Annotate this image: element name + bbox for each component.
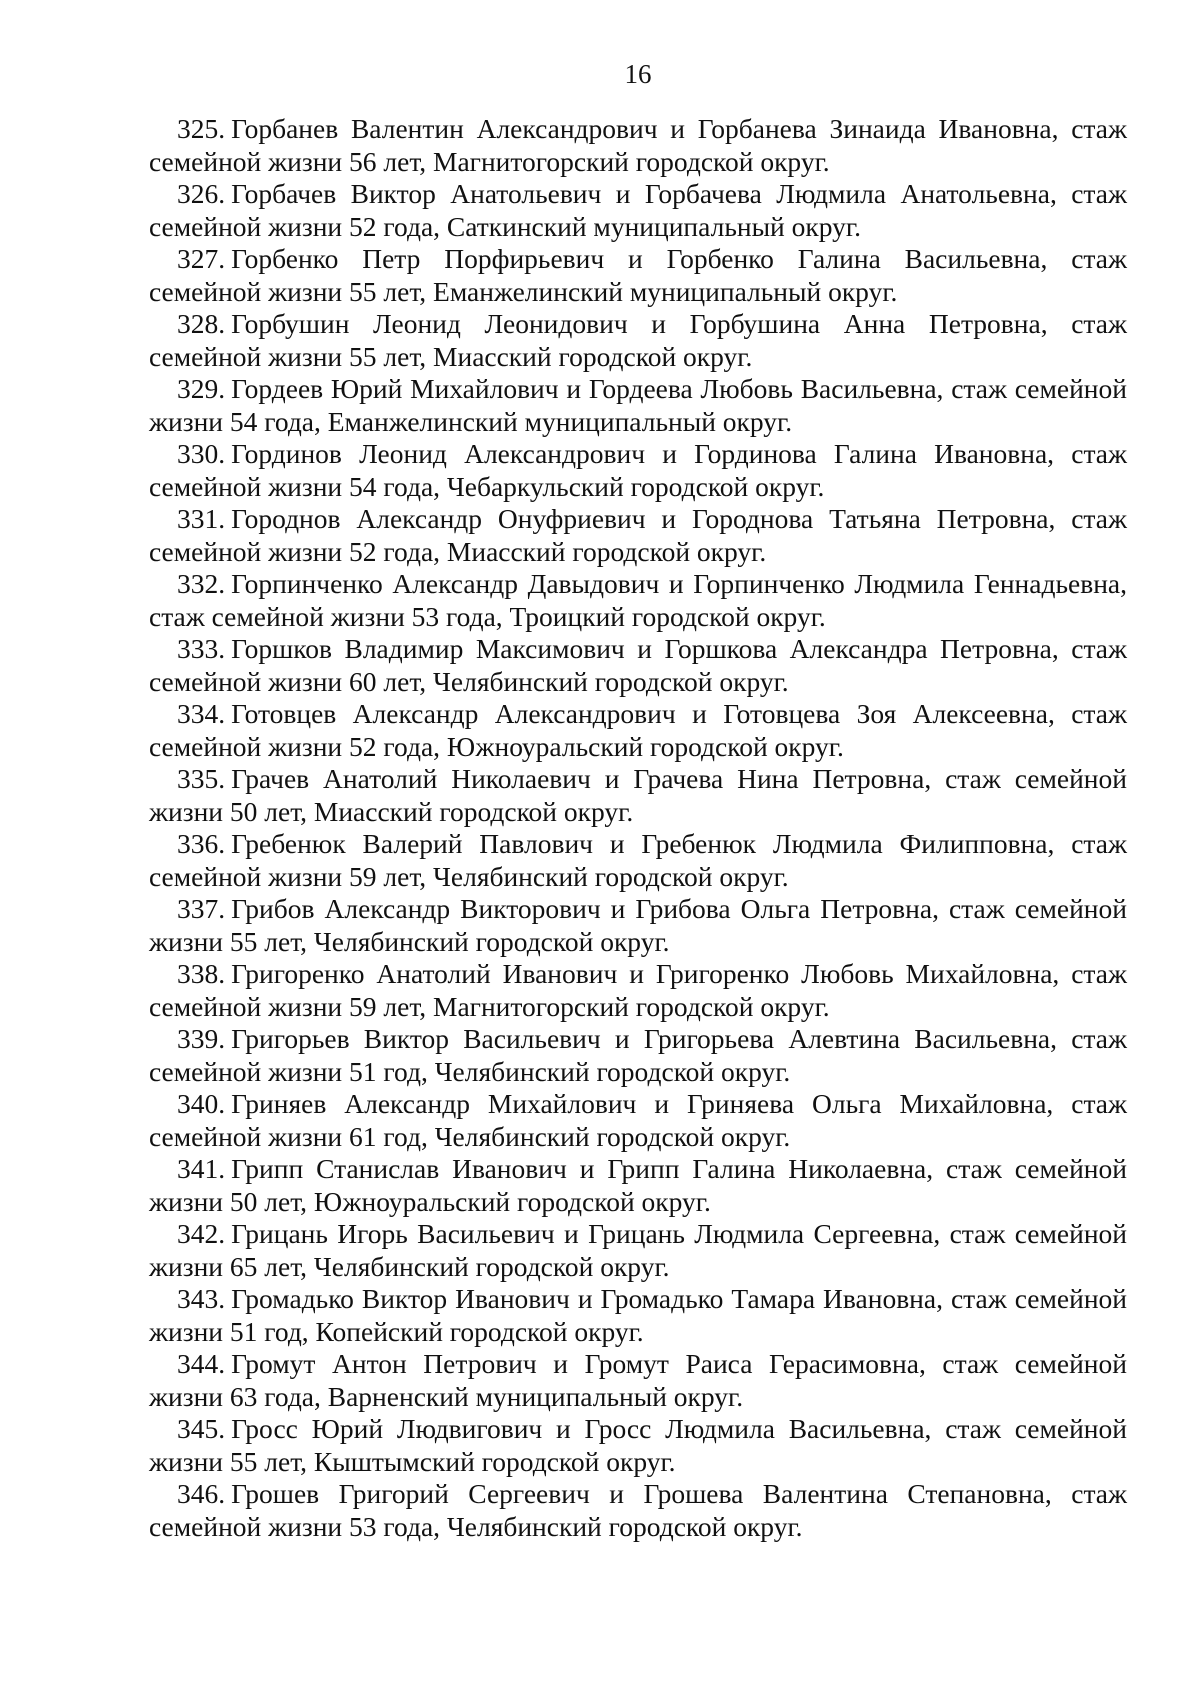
- entry-number: 329.: [177, 373, 226, 404]
- entry-text: Грибов Александр Викторович и Грибова Ольга Петровна, стаж семейной жизни 55 лет, Челябинский городской округ.: [149, 893, 1127, 957]
- entry-number: 325.: [177, 113, 226, 144]
- entry-text: Громадько Виктор Иванович и Громадько Тамара Ивановна, стаж семейной жизни 51 год, Копейский городской округ.: [149, 1283, 1127, 1347]
- list-item: [149, 308, 1127, 373]
- entry-text: Гребенюк Валерий Павлович и Гребенюк Людмила Филипповна, стаж семейной жизни 59 лет, Челябинский городской округ.: [149, 828, 1127, 892]
- entry-text: Григоренко Анатолий Иванович и Григоренко Любовь Михайловна, стаж семейной жизни 59 лет, Магнитогорский городской округ.: [149, 958, 1127, 1022]
- list-item: [149, 1218, 1127, 1283]
- list-item: [149, 893, 1127, 958]
- entry-text: Горбушин Леонид Леонидович и Горбушина Анна Петровна, стаж семейной жизни 55 лет, Миасский городской округ.: [149, 308, 1127, 372]
- entry-text: Городнов Александр Онуфриевич и Городнова Татьяна Петровна, стаж семейной жизни 52 года, Миасский городской округ.: [149, 503, 1127, 567]
- entry-text: Гордеев Юрий Михайлович и Гордеева Любовь Васильевна, стаж семейной жизни 54 года, Еманжелинский муниципальный округ.: [149, 373, 1127, 437]
- entry-number: 344.: [177, 1348, 226, 1379]
- entry-number: 330.: [177, 438, 226, 469]
- entry-text: Гординов Леонид Александрович и Гординова Галина Ивановна, стаж семейной жизни 54 года, Чебаркульский городской округ.: [149, 438, 1127, 502]
- list-item: [149, 178, 1127, 243]
- entry-number: 343.: [177, 1283, 226, 1314]
- list-item: [149, 1153, 1127, 1218]
- list-item: [149, 1348, 1127, 1413]
- entry-text: Горшков Владимир Максимович и Горшкова Александра Петровна, стаж семейной жизни 60 лет, Челябинский городской округ.: [149, 633, 1127, 697]
- entry-text: Громут Антон Петрович и Громут Раиса Герасимовна, стаж семейной жизни 63 года, Варненский муниципальный округ.: [149, 1348, 1127, 1412]
- entry-text: Горбачев Виктор Анатольевич и Горбачева Людмила Анатольевна, стаж семейной жизни 52 года, Саткинский муниципальный округ.: [149, 178, 1127, 242]
- list-item: [149, 1413, 1127, 1478]
- entry-number: 326.: [177, 178, 226, 209]
- entry-number: 334.: [177, 698, 226, 729]
- entry-text: Горпинченко Александр Давыдович и Горпинченко Людмила Геннадьевна, стаж семейной жизни 53 года, Троицкий городской округ.: [149, 568, 1127, 632]
- list-item: [149, 243, 1127, 308]
- entry-text: Гросс Юрий Людвигович и Гросс Людмила Васильевна, стаж семейной жизни 55 лет, Кыштымский городской округ.: [149, 1413, 1127, 1477]
- entry-number: 345.: [177, 1413, 226, 1444]
- entry-number: 346.: [177, 1478, 226, 1509]
- entry-text: Горбенко Петр Порфирьевич и Горбенко Галина Васильевна, стаж семейной жизни 55 лет, Еманжелинский муниципальный округ.: [149, 243, 1127, 307]
- entry-text: Готовцев Александр Александрович и Готовцева Зоя Алексеевна, стаж семейной жизни 52 года, Южноуральский городской округ.: [149, 698, 1127, 762]
- entry-text: Грошев Григорий Сергеевич и Грошева Валентина Степановна, стаж семейной жизни 53 года, Челябинский городской округ.: [149, 1478, 1127, 1542]
- list-item: [149, 373, 1127, 438]
- entry-text: Гриняев Александр Михайлович и Гриняева Ольга Михайловна, стаж семейной жизни 61 год, Челябинский городской округ.: [149, 1088, 1127, 1152]
- entry-number: 338.: [177, 958, 226, 989]
- entry-number: 340.: [177, 1088, 226, 1119]
- entry-text: Горбанев Валентин Александрович и Горбанева Зинаида Ивановна, стаж семейной жизни 56 лет, Магнитогорский городской округ.: [149, 113, 1127, 177]
- entry-number: 328.: [177, 308, 226, 339]
- list-item: [149, 568, 1127, 633]
- entry-text: Грицань Игорь Васильевич и Грицань Людмила Сергеевна, стаж семейной жизни 65 лет, Челябинский городской округ.: [149, 1218, 1127, 1282]
- entry-number: 339.: [177, 1023, 226, 1054]
- entry-number: 336.: [177, 828, 226, 859]
- list-item: [149, 1478, 1127, 1543]
- entry-list: [149, 113, 1127, 1543]
- entry-text: Грачев Анатолий Николаевич и Грачева Нина Петровна, стаж семейной жизни 50 лет, Миасский городской округ.: [149, 763, 1127, 827]
- list-item: [149, 1088, 1127, 1153]
- list-item: [149, 958, 1127, 1023]
- entry-text: Грипп Станислав Иванович и Грипп Галина Николаевна, стаж семейной жизни 50 лет, Южноуральский городской округ.: [149, 1153, 1127, 1217]
- list-item: [149, 828, 1127, 893]
- entry-number: 335.: [177, 763, 226, 794]
- entry-number: 331.: [177, 503, 226, 534]
- list-item: [149, 113, 1127, 178]
- list-item: [149, 503, 1127, 568]
- entry-number: 327.: [177, 243, 226, 274]
- list-item: [149, 1023, 1127, 1088]
- list-item: [149, 438, 1127, 503]
- page-number: 16: [624, 59, 652, 89]
- entry-text: Григорьев Виктор Васильевич и Григорьева Алевтина Васильевна, стаж семейной жизни 51 год, Челябинский городской округ.: [149, 1023, 1127, 1087]
- entry-number: 332.: [177, 568, 226, 599]
- list-item: [149, 698, 1127, 763]
- list-item: [149, 1283, 1127, 1348]
- entry-number: 333.: [177, 633, 226, 664]
- list-item: [149, 763, 1127, 828]
- entry-number: 341.: [177, 1153, 226, 1184]
- entry-number: 337.: [177, 893, 226, 924]
- list-item: [149, 633, 1127, 698]
- entry-number: 342.: [177, 1218, 226, 1249]
